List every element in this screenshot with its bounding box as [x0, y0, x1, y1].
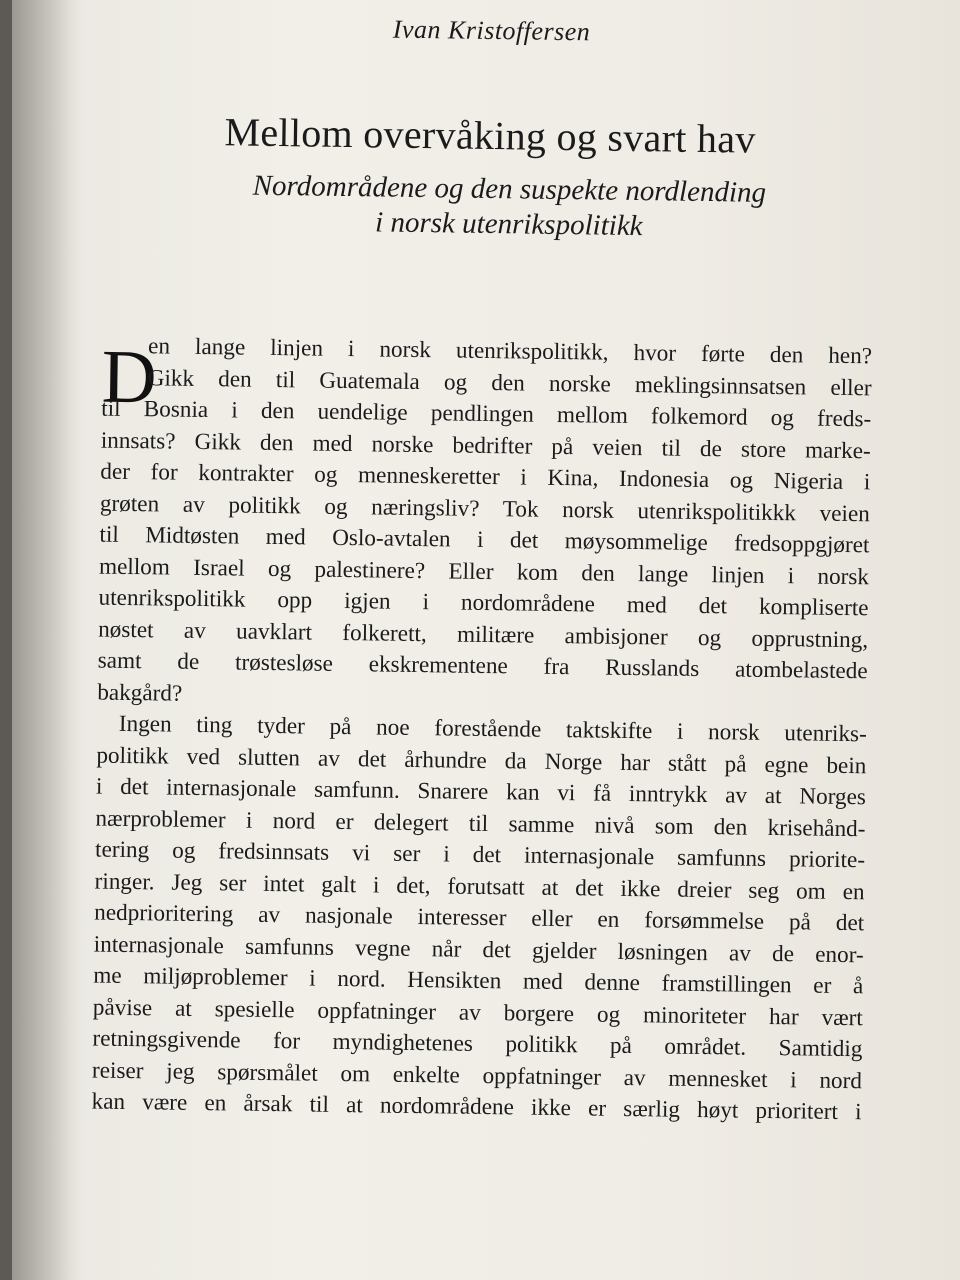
text-line: påvise at spesielle oppfatninger av borgere og minoriteter har vært	[92, 994, 864, 1031]
text-line: tering og fredsinnsats vi ser i det internasjonale samfunns priorite-	[94, 836, 866, 874]
subtitle-line: Nordområdene og den suspekte nordlending	[252, 169, 767, 209]
text-line: nøstet av uavklart folkerett, militære ambisjoner og opprustning,	[97, 616, 869, 653]
text-line: nedprioritering av nasjonale interesser eller en forsømmelse på det	[94, 899, 865, 937]
drop-cap: D	[101, 334, 158, 420]
text-line: samt de trøstesløse ekskrementene fra Russlands atombelastede	[97, 647, 868, 685]
text-line: mellom Israel og palestinere? Eller kom den lange linjen i norsk	[98, 553, 870, 590]
text-line: til Midtøsten med Oslo-avtalen i det møysommelige fredsoppgjøret	[99, 521, 870, 559]
text-line: politikk ved slutten av det århundre da Norge har stått på egne bein	[96, 742, 867, 779]
chapter-subtitle	[144, 167, 875, 247]
subtitle-line: i norsk utenrikspolitikk	[374, 206, 643, 243]
page-content	[91, 0, 877, 1126]
text-line: i det internasjonale samfunn. Snarere kan vi få inntrykk av at Norges	[95, 773, 867, 811]
text-line: nærproblemer i nord er delegert til samme nivå som den krisehånd-	[95, 805, 866, 842]
text-line: Ingen ting tyder på noe forestående taktskifte i norsk utenriks-	[118, 710, 867, 748]
paragraph-1	[97, 331, 872, 720]
text-line: innsats? Gikk den med norske bedrifter på veien til de store marke-	[100, 427, 871, 464]
text-line: retningsgivende for myndighetenes politikk på området. Samtidig	[92, 1025, 863, 1063]
text-line: bakgård?	[97, 679, 183, 707]
text-line: ringer. Jeg ser intet galt i det, forutsatt at det ikke dreier seg om en	[94, 868, 865, 905]
book-page	[12, 0, 960, 1280]
paragraph-2	[91, 709, 867, 1129]
text-line: Gikk den til Guatemala og den norske meklingsinnsatsen eller	[147, 364, 872, 401]
running-header-author: Ivan Kristoffersen	[392, 14, 591, 47]
text-line: til Bosnia i den uendelige pendlingen mellom folkemord og freds-	[101, 395, 872, 433]
text-line: en lange linjen i norsk utenrikspolitikk, hvor førte den hen?	[147, 333, 873, 370]
text-line: internasjonale samfunns vegne når det gjelder løsningen av de enor-	[93, 931, 864, 968]
text-line: reiser jeg spørsmålet om enkelte oppfatninger av mennesket i nord	[91, 1057, 863, 1094]
body-text	[91, 331, 872, 1129]
page-gutter-shadow	[12, 0, 82, 1280]
text-line: grøten av politikk og næringsliv? Tok norsk utenrikspolitikkk veien	[99, 490, 871, 527]
text-line: der for kontrakter og menneskeretter i Kina, Indonesia og Nigeria i	[100, 458, 871, 496]
text-line: kan være en årsak til at nordområdene ikke er særlig høyt prioritert i	[91, 1088, 862, 1126]
text-line: utenrikspolitikk opp igjen i nordområdene med det kompliserte	[98, 584, 869, 622]
text-line: me miljøproblemer i nord. Hensikten med denne framstillingen er å	[93, 962, 864, 1000]
chapter-title: Mellom overvåking og svart hav	[224, 109, 756, 162]
